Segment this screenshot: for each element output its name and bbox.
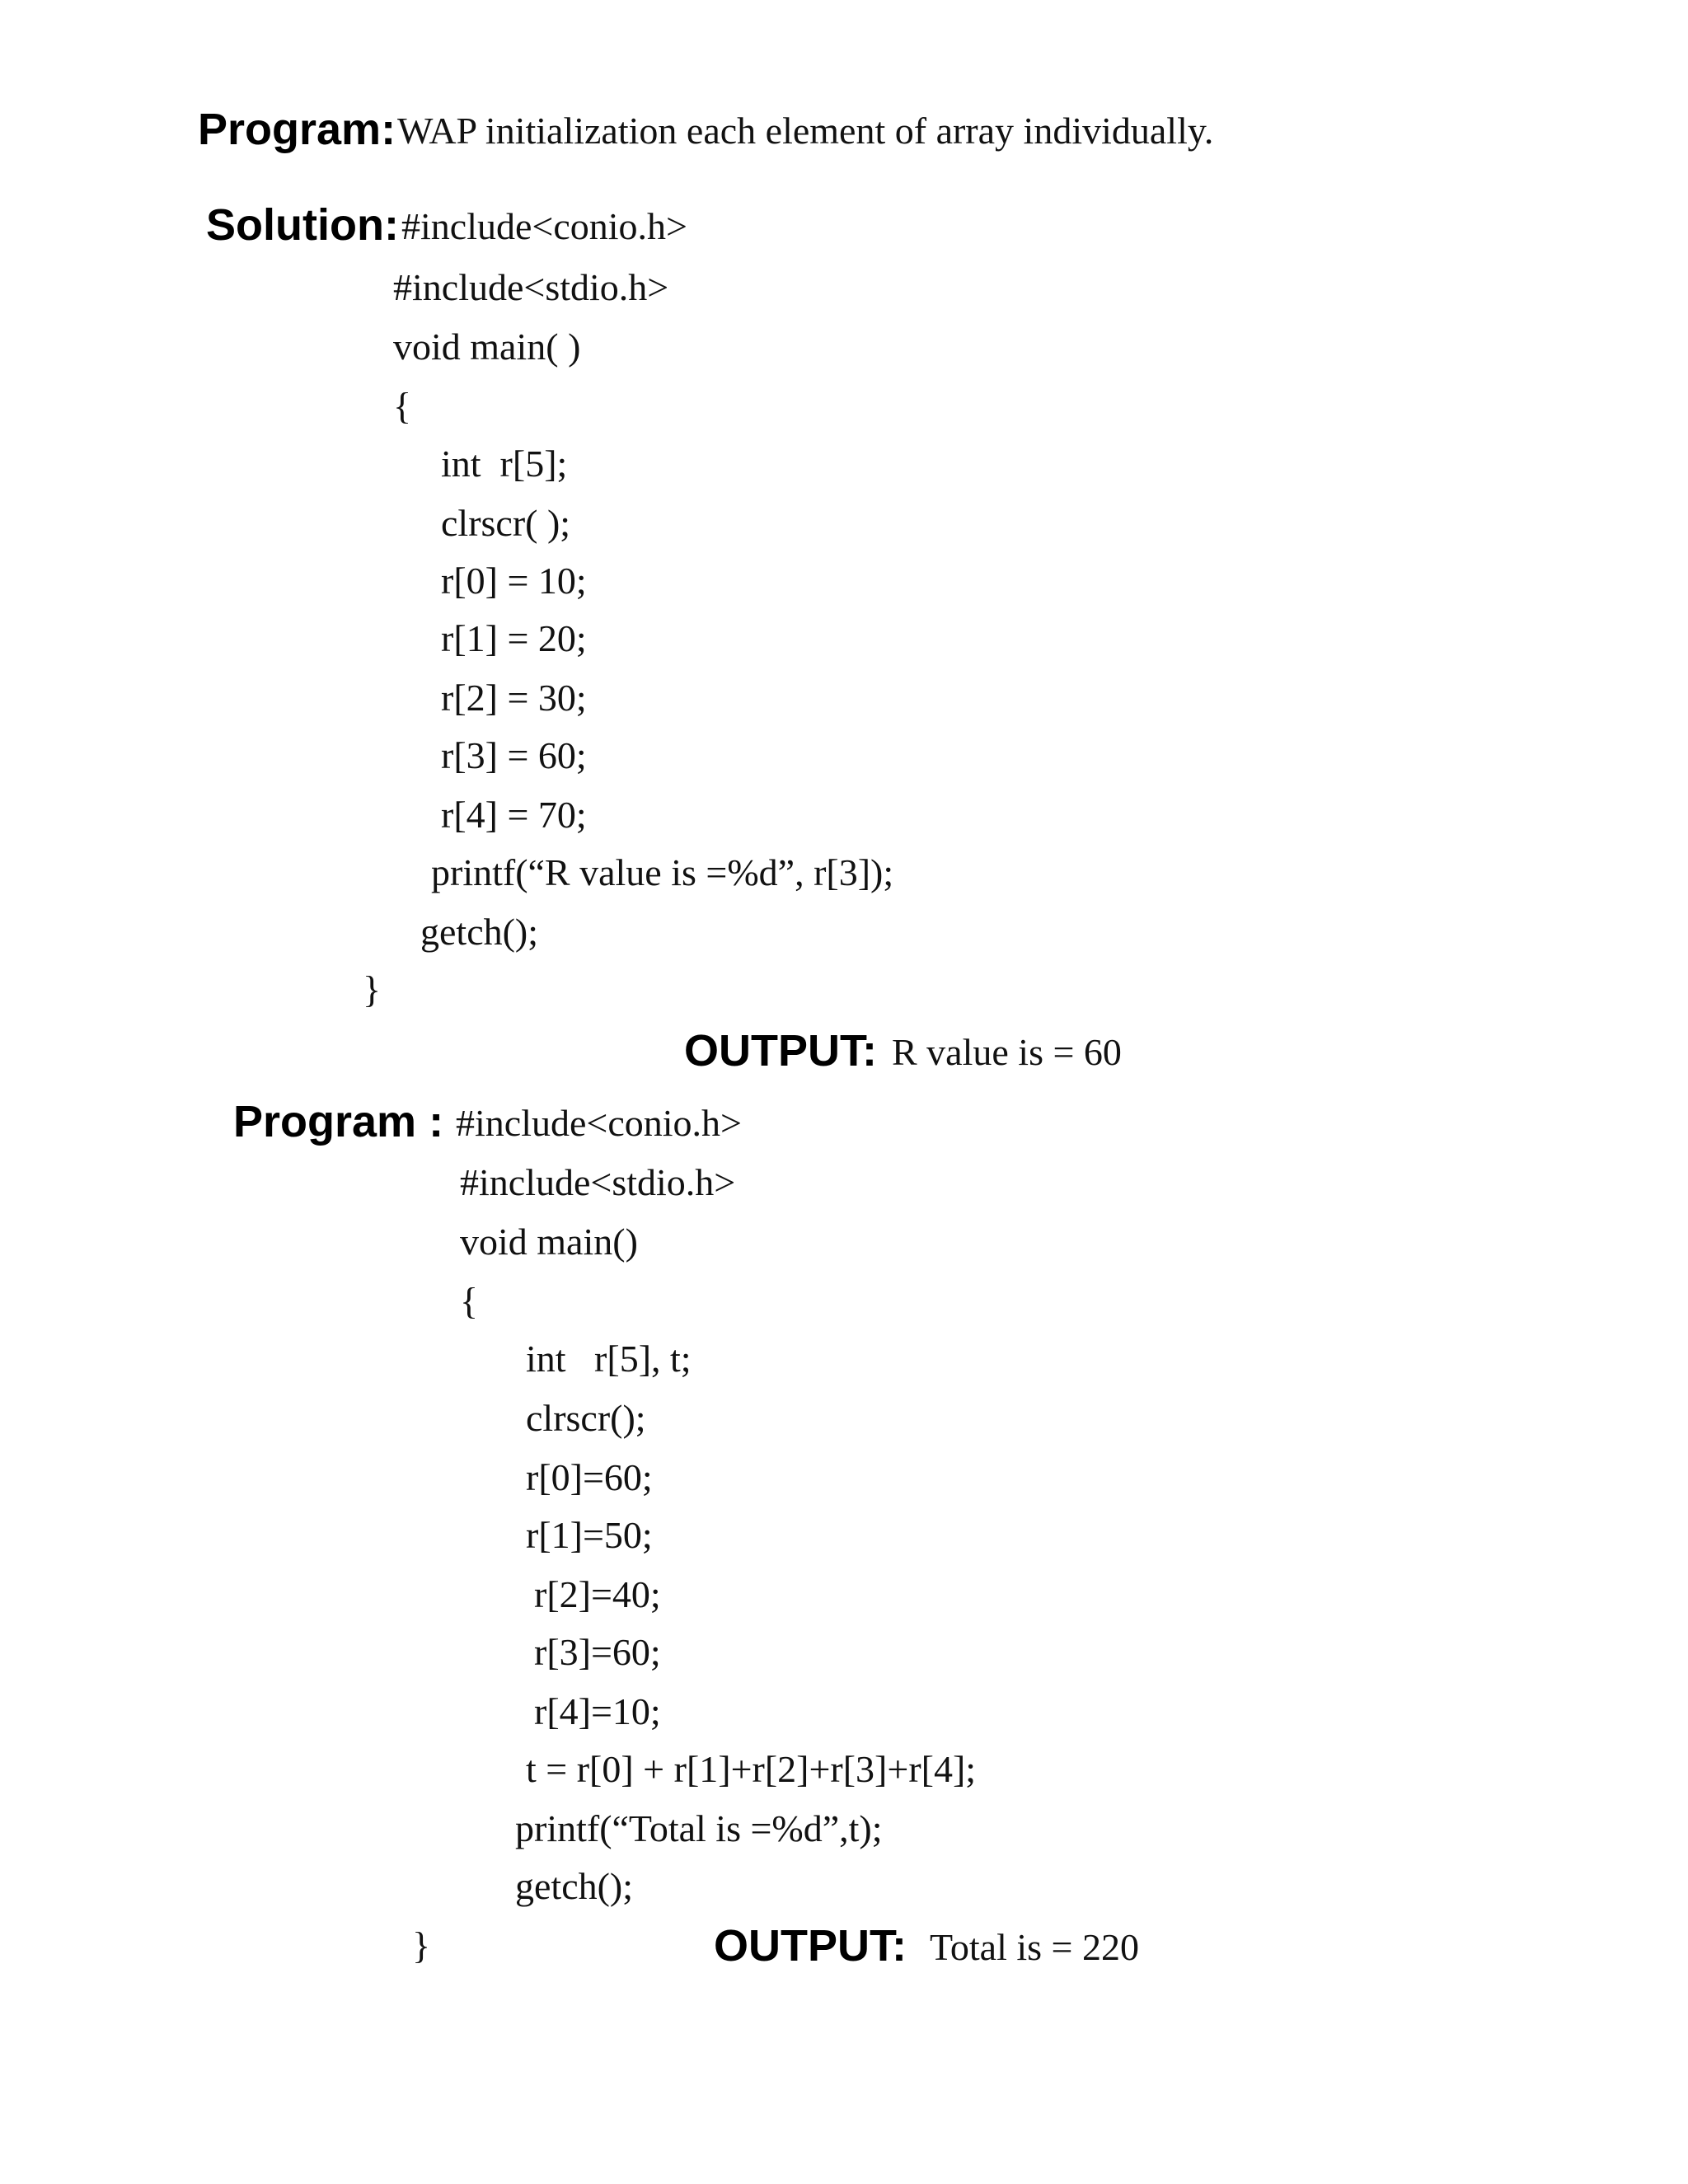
code-line: #include<conio.h> bbox=[401, 205, 687, 247]
code-line: void main( ) bbox=[393, 326, 581, 368]
output-label: OUTPUT: bbox=[714, 1921, 907, 1971]
code-line: clrscr(); bbox=[526, 1397, 646, 1439]
program-description: WAP initialization each element of array individually. bbox=[397, 110, 1214, 152]
code-line: getch(); bbox=[515, 1865, 634, 1907]
code-line: t = r[0] + r[1]+r[2]+r[3]+r[4]; bbox=[526, 1748, 977, 1790]
program-label: Program : bbox=[233, 1097, 444, 1146]
code-line: r[1]=50; bbox=[526, 1514, 653, 1556]
code-line: int r[5], t; bbox=[526, 1338, 692, 1380]
code-line: printf(“Total is =%d”,t); bbox=[515, 1807, 883, 1849]
solution-label: Solution: bbox=[206, 200, 399, 250]
code-line: clrscr( ); bbox=[441, 502, 571, 544]
code-line: r[4] = 70; bbox=[441, 794, 587, 836]
output-text: R value is = 60 bbox=[892, 1031, 1122, 1073]
code-line: printf(“R value is =%d”, r[3]); bbox=[431, 851, 894, 893]
code-line: #include<stdio.h> bbox=[393, 266, 669, 308]
code-line: r[4]=10; bbox=[534, 1690, 661, 1732]
code-line: r[2]=40; bbox=[534, 1573, 661, 1615]
code-line: { bbox=[393, 385, 412, 427]
code-line: #include<conio.h> bbox=[456, 1102, 742, 1144]
output-label: OUTPUT: bbox=[684, 1026, 877, 1076]
code-line: } bbox=[363, 968, 382, 1010]
program-label: Program: bbox=[198, 105, 396, 154]
code-line: } bbox=[412, 1924, 431, 1966]
code-line: { bbox=[460, 1280, 479, 1322]
code-line: r[3] = 60; bbox=[441, 734, 587, 776]
output-text: Total is = 220 bbox=[930, 1926, 1139, 1968]
code-line: int r[5]; bbox=[441, 443, 568, 485]
code-line: void main() bbox=[460, 1221, 638, 1263]
code-line: r[2] = 30; bbox=[441, 677, 587, 719]
code-line: r[0] = 10; bbox=[441, 560, 587, 602]
code-line: #include<stdio.h> bbox=[460, 1161, 736, 1203]
code-line: r[0]=60; bbox=[526, 1456, 653, 1498]
code-line: getch(); bbox=[420, 911, 539, 953]
code-line: r[1] = 20; bbox=[441, 617, 587, 659]
code-line: r[3]=60; bbox=[534, 1631, 661, 1673]
